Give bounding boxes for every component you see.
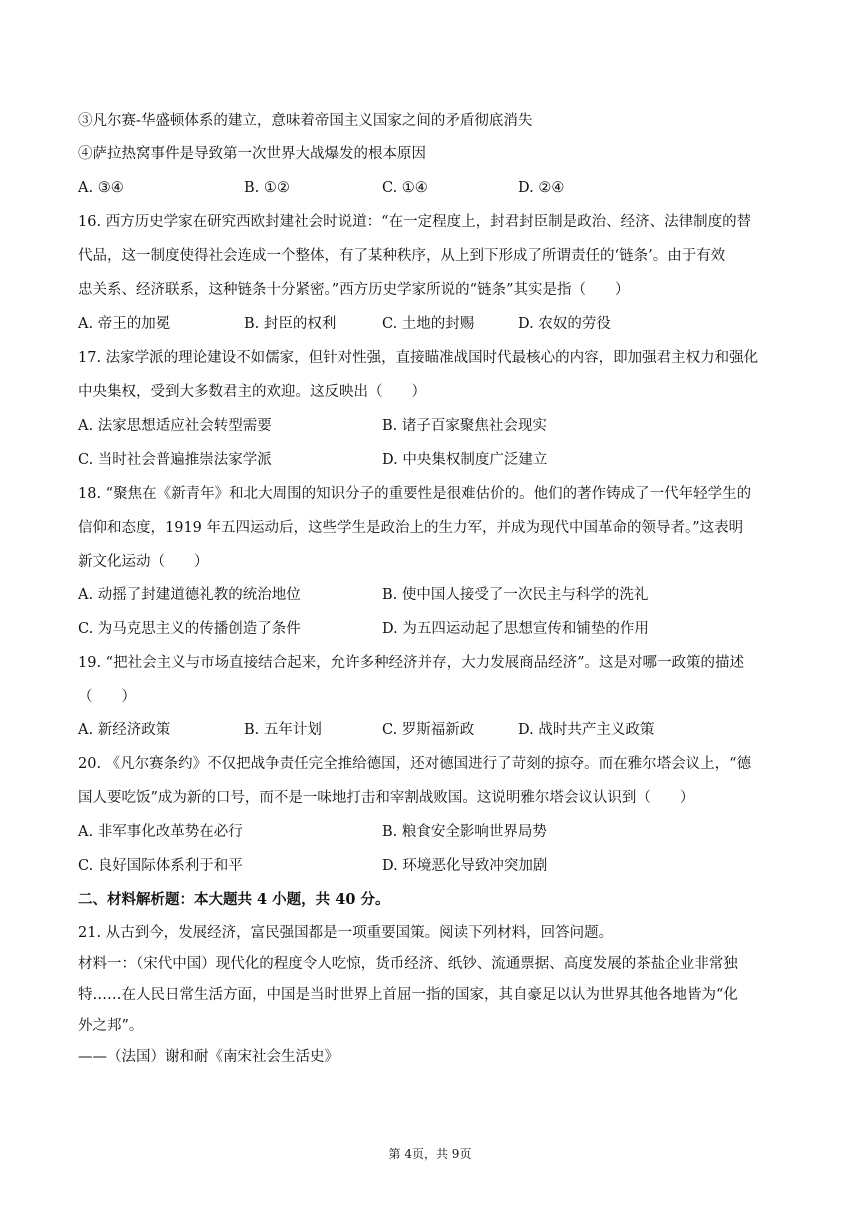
q17-line-1: 17. 法家学派的理论建设不如儒家，但针对性强，直接瞄准战国时代最核心的内容，即加强君主权力和强化: [78, 350, 759, 366]
q16-line-3: 忠关系、经济联系，这种链条十分紧密。”西方历史学家所说的“链条”其实是指（ ）: [78, 282, 630, 298]
q16-option-d: D. 农奴的劳役: [518, 316, 611, 332]
q20-option-a: A. 非军事化改革势在必行: [78, 824, 243, 840]
q19-option-b: B. 五年计划: [244, 722, 322, 738]
material-1-line-1: 材料一：（宋代中国）现代化的程度令人吃惊，货币经济、纸钞、流通票据、高度发展的茶盐企业非常独: [78, 956, 738, 972]
q16-option-c: C. 土地的封赐: [382, 316, 475, 332]
section-2-heading: 二、材料解析题：本大题共 4 小题，共 40 分。: [78, 891, 390, 908]
q20-line-1: 20. 《凡尔赛条约》不仅把战争责任完全推给德国，还对德国进行了苛刻的掠夺。而在雅尔塔会议上，“德: [78, 756, 752, 772]
q18-line-1: 18. “聚焦在《新青年》和北大周围的知识分子的重要性是很难估价的。他们的著作铸成了一代年轻学生的: [78, 486, 752, 502]
q16-option-a: A. 帝王的加冕: [78, 316, 171, 332]
q20-line-2: 国人要吃饭”成为新的口号，而不是一味地打击和宰割战败国。这说明雅尔塔会议认识到（ ）: [78, 790, 695, 806]
q18-line-2: 信仰和态度，1919 年五四运动后，这些学生是政治上的生力军，并成为现代中国革命的领导者。”这表明: [78, 520, 744, 536]
q16-option-b: B. 封臣的权利: [244, 316, 337, 332]
page-footer: 第 4页，共 9页: [388, 1147, 472, 1161]
q20-option-d: D. 环境恶化导致冲突加剧: [382, 858, 548, 874]
q15-option-c: C. ①④: [382, 180, 428, 196]
q18-option-d: D. 为五四运动起了思想宣传和铺垫的作用: [382, 621, 649, 637]
q18-option-c: C. 为马克思主义的传播创造了条件: [78, 621, 301, 637]
q17-option-b: B. 诸子百家聚焦社会现实: [382, 418, 547, 434]
q19-option-d: D. 战时共产主义政策: [518, 722, 655, 738]
q17-option-a: A. 法家思想适应社会转型需要: [78, 418, 272, 434]
q19-line-1: 19. “把社会主义与市场直接结合起来，允许多种经济并存，大力发展商品经济”。这是对哪一政策的描述: [78, 655, 744, 671]
statement-3: ③凡尔赛-华盛顿体系的建立，意味着帝国主义国家之间的矛盾彻底消失: [78, 113, 533, 129]
q19-option-a: A. 新经济政策: [78, 722, 171, 738]
q16-line-1: 16. 西方历史学家在研究西欧封建社会时说道：“在一定程度上，封君封臣制是政治、经济、法律制度的替: [78, 214, 752, 230]
q19-line-2: （ ）: [78, 689, 136, 705]
q15-option-a: A. ③④: [78, 180, 124, 196]
material-1-line-3: 外之邦”。: [78, 1018, 144, 1034]
q15-option-b: B. ①②: [244, 180, 290, 196]
q18-option-a: A. 动摇了封建道德礼教的统治地位: [78, 587, 301, 603]
q20-option-b: B. 粮食安全影响世界局势: [382, 824, 547, 840]
q17-option-c: C. 当时社会普遍推崇法家学派: [78, 452, 272, 468]
q17-option-d: D. 中央集权制度广泛建立: [382, 452, 548, 468]
material-1-line-2: 特……在人民日常生活方面，中国是当时世界上首屈一指的国家，其自豪足以认为世界其他各地皆为“化: [78, 987, 738, 1003]
q18-option-b: B. 使中国人接受了一次民主与科学的洗礼: [382, 587, 649, 603]
q15-option-d: D. ②④: [518, 180, 565, 196]
q16-line-2: 代品，这一制度使得社会连成一个整体，有了某种秩序，从上到下形成了所谓责任的‘链条’。由于有效: [78, 248, 726, 264]
q17-line-2: 中央集权，受到大多数君主的欢迎。这反映出（ ）: [78, 384, 426, 400]
material-1-source: ——（法国）谢和耐《南宋社会生活史》: [78, 1049, 339, 1065]
q20-option-c: C. 良好国际体系利于和平: [78, 858, 243, 874]
q21-line-1: 21. 从古到今，发展经济，富民强国都是一项重要国策。阅读下列材料，回答问题。: [78, 925, 614, 941]
statement-4: ④萨拉热窝事件是导致第一次世界大战爆发的根本原因: [78, 146, 426, 162]
q18-line-3: 新文化运动（ ）: [78, 554, 209, 570]
q19-option-c: C. 罗斯福新政: [382, 722, 475, 738]
